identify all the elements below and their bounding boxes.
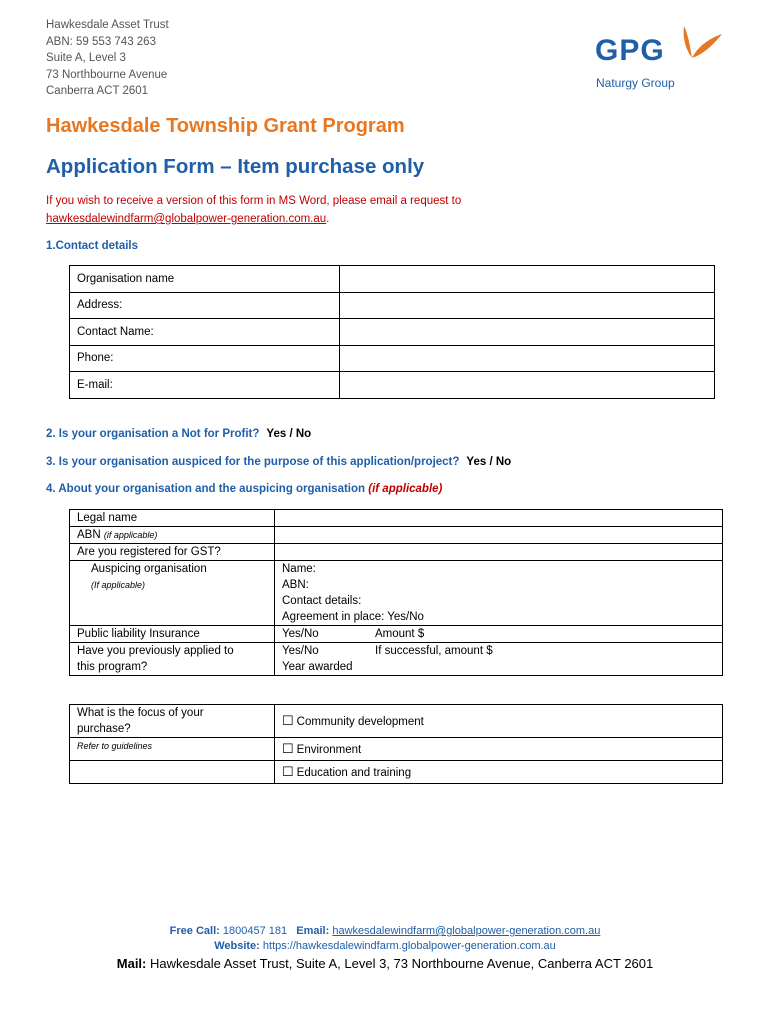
row-label: Public liability Insurance: [70, 626, 275, 643]
website-link[interactable]: https://hawkesdalewindfarm.globalpower-generation.com.au: [262, 940, 556, 952]
row-label: [70, 761, 275, 784]
gst-field[interactable]: [275, 544, 723, 561]
section-contact-heading: 1.Contact details: [46, 240, 139, 252]
row-label: Legal name: [70, 510, 275, 527]
phone-field[interactable]: [340, 345, 715, 372]
gpg-logo: [592, 24, 727, 94]
footer-contact-line: [0, 925, 770, 937]
option-label: Community development: [296, 715, 424, 728]
logo-subtitle: Naturgy Group: [596, 76, 675, 90]
row-label: [70, 643, 275, 676]
table-row: [70, 266, 715, 293]
insurance-amount: Amount $: [375, 628, 425, 640]
focus-question: What is the focus of your: [77, 707, 204, 719]
org-name-field[interactable]: [340, 266, 715, 293]
previous-amount: If successful, amount $: [375, 645, 493, 657]
table-row: [70, 761, 723, 784]
option-label: Environment: [296, 743, 362, 756]
butterfly-icon: [678, 24, 724, 64]
row-label: [70, 705, 275, 738]
auspicing-abn: ABN:: [282, 579, 309, 591]
sender-line: 73 Northbourne Avenue: [46, 68, 168, 81]
free-call-number: 1800457 181: [222, 925, 288, 937]
table-row: [70, 544, 723, 561]
table-row: [70, 527, 723, 544]
checkbox-icon[interactable]: ☐: [282, 763, 294, 779]
website-label: Website:: [214, 940, 260, 952]
option-education-training[interactable]: [275, 761, 723, 784]
focus-question: purchase?: [77, 723, 131, 735]
row-label: Phone:: [70, 345, 340, 372]
organisation-table: [69, 509, 723, 676]
auspicing-label: Auspicing organisation: [91, 563, 207, 575]
free-call-label: Free Call:: [169, 925, 220, 937]
footer-website-line: [0, 940, 770, 952]
sender-line: Suite A, Level 3: [46, 52, 126, 65]
question-label: 3. Is your organisation auspiced for the purpose of this application/project?: [46, 456, 460, 468]
table-row: [70, 561, 723, 626]
question-note: (if applicable): [368, 483, 443, 495]
intro-end: .: [326, 213, 330, 225]
table-row: [70, 705, 723, 738]
question-label: 4. About your organisation and the auspicing organisation: [46, 483, 366, 495]
logo-mark: GPG: [595, 34, 665, 67]
legal-name-field[interactable]: [275, 510, 723, 527]
section-about-organisation-heading: [46, 483, 442, 495]
mail-label: Mail:: [116, 956, 147, 971]
refer-guidelines: Refer to guidelines: [77, 741, 153, 751]
sender-address: [46, 17, 169, 100]
sender-line: Hawkesdale Asset Trust: [46, 19, 169, 31]
footer-mail-line: [0, 956, 770, 971]
row-label: Address:: [70, 292, 340, 319]
program-title: Hawkesdale Township Grant Program: [46, 115, 405, 137]
table-row: [70, 345, 715, 372]
row-label: Contact Name:: [70, 319, 340, 346]
row-label: [70, 527, 275, 544]
focus-table: [69, 704, 723, 784]
insurance-field[interactable]: [275, 626, 723, 643]
table-row: [70, 738, 723, 761]
table-row: [70, 372, 715, 399]
question-auspiced: [46, 456, 511, 468]
table-row: [70, 626, 723, 643]
contact-name-field[interactable]: [340, 319, 715, 346]
option-community-development[interactable]: [275, 705, 723, 738]
row-label: Organisation name: [70, 266, 340, 293]
intro-email-link[interactable]: hawkesdalewindfarm@globalpower-generation.com.au: [46, 213, 327, 225]
previous-application-field[interactable]: [275, 643, 723, 676]
mail-address: Hawkesdale Asset Trust, Suite A, Level 3, 73 Northbourne Avenue, Canberra ACT 2601: [150, 956, 654, 971]
form-title: Application Form – Item purchase only: [46, 155, 425, 178]
auspicing-details-field[interactable]: [275, 561, 723, 626]
email-field[interactable]: [340, 372, 715, 399]
footer-email-link[interactable]: hawkesdalewindfarm@globalpower-generation.com.au: [332, 925, 601, 937]
question-label: 2. Is your organisation a Not for Profit?: [46, 428, 260, 440]
abn-field[interactable]: [275, 527, 723, 544]
intro-text: If you wish to receive a version of this form in MS Word, please email a request to: [46, 195, 462, 207]
abn-note: (if applicable): [103, 530, 158, 540]
row-label: [70, 561, 275, 626]
year-awarded: Year awarded: [282, 661, 353, 673]
previous-label: this program?: [77, 661, 148, 673]
auspicing-contact: Contact details:: [282, 595, 362, 607]
row-label: E-mail:: [70, 372, 340, 399]
table-row: [70, 510, 723, 527]
previous-label: Have you previously applied to: [77, 645, 234, 657]
sender-line: Canberra ACT 2601: [46, 85, 149, 98]
auspicing-agreement: Agreement in place: Yes/No: [282, 611, 424, 623]
table-row: [70, 643, 723, 676]
option-environment[interactable]: [275, 738, 723, 761]
option-label: Education and training: [296, 766, 412, 779]
row-label: [70, 738, 275, 761]
checkbox-icon[interactable]: ☐: [282, 712, 294, 728]
insurance-yes-no: Yes/No: [282, 628, 319, 640]
question-not-for-profit: [46, 428, 311, 440]
yes-no-answer[interactable]: Yes / No: [466, 456, 512, 468]
table-row: [70, 292, 715, 319]
sender-line: ABN: 59 553 743 263: [46, 35, 156, 48]
previous-yes-no: Yes/No: [282, 645, 319, 657]
contact-details-table: [69, 265, 715, 399]
row-label: Are you registered for GST?: [70, 544, 275, 561]
footer-email-label: Email:: [296, 925, 330, 937]
checkbox-icon[interactable]: ☐: [282, 740, 294, 756]
auspicing-note: (If applicable): [91, 580, 146, 590]
yes-no-answer[interactable]: Yes / No: [266, 428, 312, 440]
abn-label: ABN: [77, 529, 101, 541]
auspicing-name: Name:: [282, 563, 316, 575]
table-row: [70, 319, 715, 346]
address-field[interactable]: [340, 292, 715, 319]
intro-paragraph: [46, 192, 461, 228]
